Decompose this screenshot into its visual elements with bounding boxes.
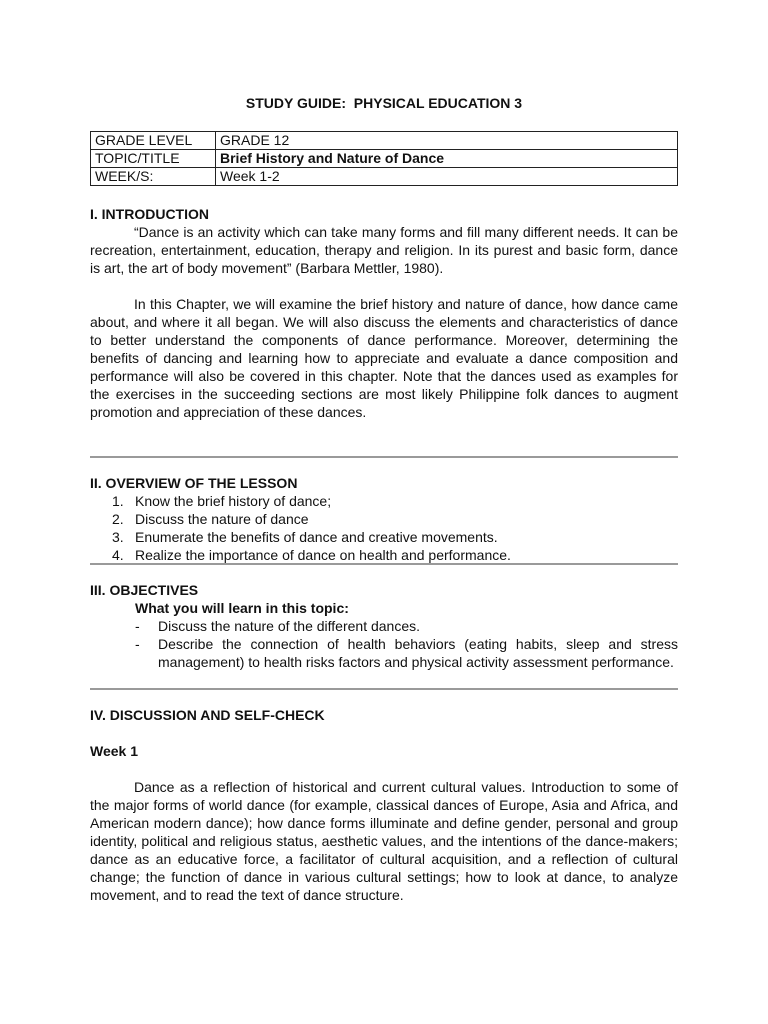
introduction-paragraph: In this Chapter, we will examine the brief history and nature of dance, how dance came about, and where it all began. We will also discuss the elements and characteristics of dance to better understand the components of dance performance. Moreover, determining the benefits of dancing and learning how to appreciate and evaluate a dance composition and performance will also be covered in this chapter. Note that the dances used as examples for the exercises in the succeeding sections are most likely Philippine folk dances to augment promotion and appreciation of these dances. bbox=[90, 296, 678, 420]
overview-section bbox=[90, 474, 678, 564]
page-title: STUDY GUIDE: PHYSICAL EDUCATION 3 bbox=[245, 95, 523, 111]
list-number: 2. bbox=[112, 511, 124, 527]
introduction-section bbox=[90, 205, 678, 421]
objectives-heading: III. OBJECTIVES bbox=[90, 582, 199, 598]
list-number: 3. bbox=[112, 529, 124, 545]
objectives-subheading: What you will learn in this topic: bbox=[135, 600, 349, 616]
section-divider bbox=[90, 688, 678, 690]
list-item-text: Enumerate the benefits of dance and creative movements. bbox=[135, 529, 498, 545]
grade-level-label: GRADE LEVEL bbox=[91, 132, 216, 150]
table-row bbox=[91, 168, 678, 186]
section-divider bbox=[90, 563, 678, 565]
discussion-section bbox=[90, 706, 678, 904]
introduction-quote: “Dance is an activity which can take many forms and fill many different needs. It can be recreation, entertainment, education, therapy and religion. In its purest and basic form, dance is art, the art of body movement” (Barbara Mettler, 1980). bbox=[90, 224, 678, 276]
week-heading: Week 1 bbox=[90, 743, 138, 759]
list-item bbox=[90, 492, 678, 510]
introduction-heading: I. INTRODUCTION bbox=[90, 206, 209, 222]
table-row bbox=[91, 150, 678, 168]
list-item-text: Know the brief history of dance; bbox=[135, 493, 332, 509]
list-dash: - bbox=[135, 618, 140, 634]
topic-title-label: TOPIC/TITLE bbox=[91, 150, 216, 168]
list-item-text: Discuss the nature of the different dances. bbox=[158, 618, 421, 634]
weeks-label: WEEK/S: bbox=[91, 168, 216, 186]
discussion-heading: IV. DISCUSSION AND SELF-CHECK bbox=[90, 707, 325, 723]
list-item bbox=[90, 617, 678, 635]
table-row bbox=[91, 132, 678, 150]
list-item-text: Realize the importance of dance on health and performance. bbox=[135, 547, 511, 563]
list-item bbox=[90, 546, 678, 564]
list-item bbox=[90, 528, 678, 546]
list-item bbox=[90, 510, 678, 528]
topic-title-value: Brief History and Nature of Dance bbox=[216, 150, 678, 168]
overview-heading: II. OVERVIEW OF THE LESSON bbox=[90, 475, 298, 491]
list-dash: - bbox=[135, 636, 140, 652]
list-number: 1. bbox=[112, 493, 124, 509]
objectives-section bbox=[90, 581, 678, 671]
weeks-value: Week 1-2 bbox=[216, 168, 678, 186]
list-number: 4. bbox=[112, 547, 124, 563]
list-item-text: Discuss the nature of dance bbox=[135, 511, 309, 527]
discussion-paragraph: Dance as a reflection of historical and current cultural values. Introduction to some of the major forms of world dance (for example, classical dances of Europe, Asia and Africa, and American modern dance); how dance forms illuminate and define gender, personal and group identity, political and religious status, aesthetic values, and the intentions of the dance-makers; dance as an educative force, a facilitator of cultural acquisition, and a reflection of cultural change; the function of dance in various cultural settings; how to look at dance, to analyze movement, and to read the text of dance structure. bbox=[90, 779, 678, 903]
list-item-text: Describe the connection of health behaviors (eating habits, sleep and stress management) to health risks factors and physical activity assessment performance. bbox=[158, 636, 678, 670]
grade-level-value: GRADE 12 bbox=[216, 132, 678, 150]
list-item bbox=[90, 635, 678, 671]
section-divider bbox=[90, 456, 678, 458]
objectives-list bbox=[90, 617, 678, 671]
overview-list bbox=[90, 492, 678, 564]
info-table bbox=[90, 131, 678, 186]
